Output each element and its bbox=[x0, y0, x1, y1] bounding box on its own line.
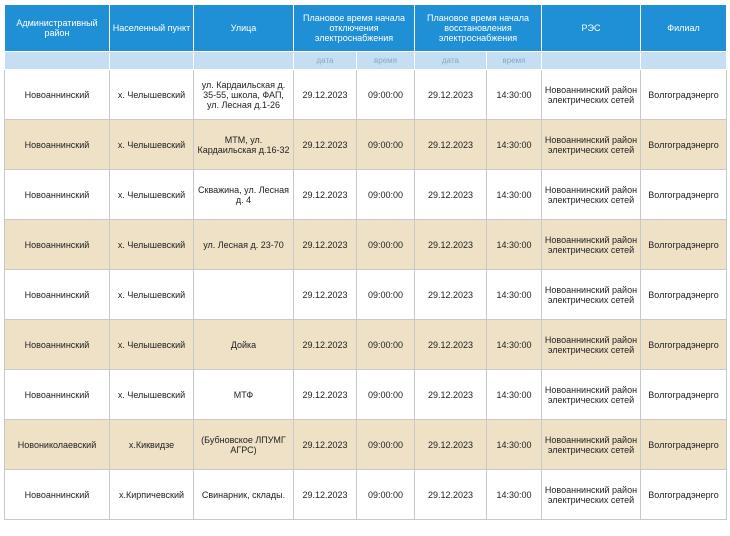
cell-branch: Волгоградэнерго bbox=[641, 470, 727, 520]
subheader-empty bbox=[542, 52, 641, 70]
header-district: Административный район bbox=[5, 5, 110, 52]
cell-off-time: 09:00:00 bbox=[357, 120, 415, 170]
cell-off-date: 29.12.2023 bbox=[294, 420, 357, 470]
cell-branch: Волгоградэнерго bbox=[641, 220, 727, 270]
cell-on-time: 14:30:00 bbox=[487, 270, 542, 320]
cell-on-date: 29.12.2023 bbox=[415, 270, 487, 320]
subheader-empty bbox=[194, 52, 294, 70]
cell-street: МТФ bbox=[194, 370, 294, 420]
cell-branch: Волгоградэнерго bbox=[641, 270, 727, 320]
cell-on-date: 29.12.2023 bbox=[415, 170, 487, 220]
table-row bbox=[5, 370, 727, 420]
cell-on-date: 29.12.2023 bbox=[415, 370, 487, 420]
cell-on-time: 14:30:00 bbox=[487, 120, 542, 170]
cell-off-date: 29.12.2023 bbox=[294, 70, 357, 120]
subheader-empty bbox=[110, 52, 194, 70]
cell-res: Новоаннинский район электрических сетей bbox=[542, 370, 641, 420]
cell-off-time: 09:00:00 bbox=[357, 370, 415, 420]
cell-branch: Волгоградэнерго bbox=[641, 170, 727, 220]
cell-res: Новоаннинский район электрических сетей bbox=[542, 420, 641, 470]
cell-res: Новоаннинский район электрических сетей bbox=[542, 270, 641, 320]
cell-on-time: 14:30:00 bbox=[487, 420, 542, 470]
cell-off-date: 29.12.2023 bbox=[294, 120, 357, 170]
cell-res: Новоаннинский район электрических сетей bbox=[542, 470, 641, 520]
cell-off-time: 09:00:00 bbox=[357, 470, 415, 520]
subheader-on-time: время bbox=[487, 52, 542, 70]
table-row bbox=[5, 420, 727, 470]
cell-district: Новоаннинский bbox=[5, 270, 110, 320]
cell-on-time: 14:30:00 bbox=[487, 470, 542, 520]
cell-res: Новоаннинский район электрических сетей bbox=[542, 320, 641, 370]
cell-on-date: 29.12.2023 bbox=[415, 120, 487, 170]
cell-off-date: 29.12.2023 bbox=[294, 320, 357, 370]
cell-on-time: 14:30:00 bbox=[487, 170, 542, 220]
subheader-empty bbox=[641, 52, 727, 70]
cell-district: Новоаннинский bbox=[5, 470, 110, 520]
cell-settlement: х.Киквидзе bbox=[110, 420, 194, 470]
header-off-time: Плановое время начала отключения электроснабжения bbox=[294, 5, 415, 52]
cell-street: (Бубновское ЛПУМГ АГРС) bbox=[194, 420, 294, 470]
cell-settlement: х. Челышевский bbox=[110, 220, 194, 270]
cell-on-date: 29.12.2023 bbox=[415, 420, 487, 470]
table-row bbox=[5, 170, 727, 220]
cell-on-time: 14:30:00 bbox=[487, 70, 542, 120]
subheader-row bbox=[5, 52, 727, 70]
cell-res: Новоаннинский район электрических сетей bbox=[542, 120, 641, 170]
outage-schedule bbox=[0, 4, 730, 536]
cell-on-date: 29.12.2023 bbox=[415, 70, 487, 120]
header-settlement: Населенный пункт bbox=[110, 5, 194, 52]
subheader-on-date: дата bbox=[415, 52, 487, 70]
header-on-time: Плановое время начала восстановления электроснабжения bbox=[415, 5, 542, 52]
cell-off-date: 29.12.2023 bbox=[294, 270, 357, 320]
cell-street: Дойка bbox=[194, 320, 294, 370]
table-row bbox=[5, 470, 727, 520]
outage-table bbox=[4, 4, 727, 520]
cell-off-date: 29.12.2023 bbox=[294, 220, 357, 270]
cell-on-date: 29.12.2023 bbox=[415, 470, 487, 520]
cell-off-date: 29.12.2023 bbox=[294, 370, 357, 420]
cell-street: ул. Кардаильская д. 35-55, школа, ФАП, ул. Лесная д.1-26 bbox=[194, 70, 294, 120]
cell-street: Скважина, ул. Лесная д. 4 bbox=[194, 170, 294, 220]
cell-off-time: 09:00:00 bbox=[357, 270, 415, 320]
header-res: РЭС bbox=[542, 5, 641, 52]
cell-street bbox=[194, 270, 294, 320]
cell-district: Новониколаевский bbox=[5, 420, 110, 470]
cell-branch: Волгоградэнерго bbox=[641, 120, 727, 170]
cell-settlement: х. Челышевский bbox=[110, 370, 194, 420]
cell-settlement: х. Челышевский bbox=[110, 120, 194, 170]
cell-off-time: 09:00:00 bbox=[357, 70, 415, 120]
subheader-empty bbox=[5, 52, 110, 70]
cell-settlement: х. Челышевский bbox=[110, 270, 194, 320]
table-row bbox=[5, 120, 727, 170]
cell-settlement: х. Челышевский bbox=[110, 70, 194, 120]
cell-settlement: х. Челышевский bbox=[110, 170, 194, 220]
header-street: Улица bbox=[194, 5, 294, 52]
cell-branch: Волгоградэнерго bbox=[641, 320, 727, 370]
table-row bbox=[5, 270, 727, 320]
cell-res: Новоаннинский район электрических сетей bbox=[542, 70, 641, 120]
cell-on-date: 29.12.2023 bbox=[415, 220, 487, 270]
cell-branch: Волгоградэнерго bbox=[641, 70, 727, 120]
cell-off-date: 29.12.2023 bbox=[294, 170, 357, 220]
cell-on-time: 14:30:00 bbox=[487, 320, 542, 370]
cell-off-time: 09:00:00 bbox=[357, 220, 415, 270]
header-row bbox=[5, 5, 727, 52]
subheader-off-date: дата bbox=[294, 52, 357, 70]
cell-res: Новоаннинский район электрических сетей bbox=[542, 170, 641, 220]
table-row bbox=[5, 220, 727, 270]
cell-district: Новоаннинский bbox=[5, 320, 110, 370]
cell-res: Новоаннинский район электрических сетей bbox=[542, 220, 641, 270]
cell-on-time: 14:30:00 bbox=[487, 370, 542, 420]
cell-district: Новоаннинский bbox=[5, 70, 110, 120]
cell-on-date: 29.12.2023 bbox=[415, 320, 487, 370]
cell-district: Новоаннинский bbox=[5, 120, 110, 170]
cell-on-time: 14:30:00 bbox=[487, 220, 542, 270]
cell-off-time: 09:00:00 bbox=[357, 320, 415, 370]
cell-district: Новоаннинский bbox=[5, 170, 110, 220]
cell-street: ул. Лесная д. 23-70 bbox=[194, 220, 294, 270]
cell-off-date: 29.12.2023 bbox=[294, 470, 357, 520]
cell-settlement: х. Челышевский bbox=[110, 320, 194, 370]
cell-branch: Волгоградэнерго bbox=[641, 420, 727, 470]
cell-off-time: 09:00:00 bbox=[357, 170, 415, 220]
cell-off-time: 09:00:00 bbox=[357, 420, 415, 470]
cell-branch: Волгоградэнерго bbox=[641, 370, 727, 420]
cell-street: МТМ, ул. Кардаильская д.16-32 bbox=[194, 120, 294, 170]
cell-district: Новоаннинский bbox=[5, 370, 110, 420]
table-row bbox=[5, 320, 727, 370]
cell-district: Новоаннинский bbox=[5, 220, 110, 270]
subheader-off-time: время bbox=[357, 52, 415, 70]
cell-street: Свинарник, склады. bbox=[194, 470, 294, 520]
table-row bbox=[5, 70, 727, 120]
cell-settlement: х.Кирпичевский bbox=[110, 470, 194, 520]
header-branch: Филиал bbox=[641, 5, 727, 52]
